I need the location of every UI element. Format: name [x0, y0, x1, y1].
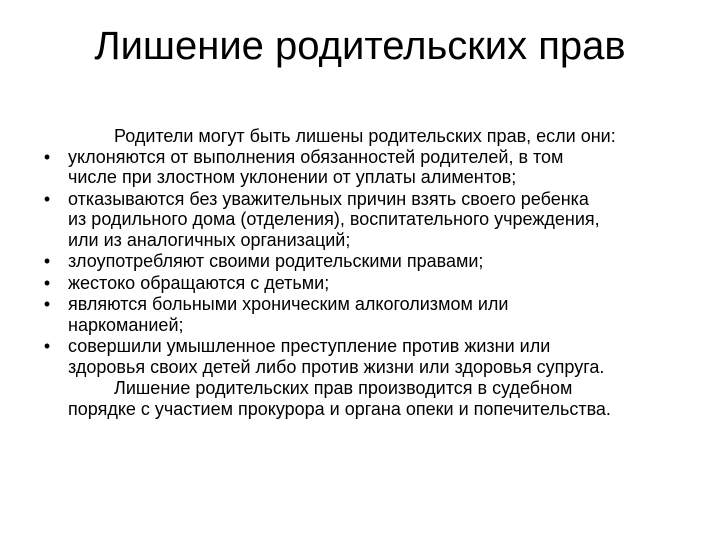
bullet-icon: •	[43, 188, 51, 209]
closing-line: порядке с участием прокурора и органа опеки и попечительства.	[68, 398, 611, 419]
bullet-line: из родильного дома (отделения), воспитательного учреждения,	[68, 209, 600, 229]
bullet-text	[68, 336, 720, 377]
bullet-line: наркоманией;	[68, 314, 184, 335]
bullet-line: являются больными хроническим алкоголизмом или	[68, 294, 509, 314]
bullet-text	[68, 294, 720, 335]
slide-body	[0, 126, 720, 419]
bullet-line: здоровья своих детей либо против жизни или здоровья супруга.	[68, 356, 605, 377]
bullet-line: числе при злостном уклонении от уплаты алиментов;	[68, 167, 517, 187]
bullet-icon: •	[43, 336, 51, 356]
closing-paragraph	[68, 378, 688, 419]
bullet-item-6	[0, 336, 720, 377]
bullet-line: или из аналогичных организаций;	[68, 229, 351, 250]
intro-paragraph: Родители могут быть лишены родительских прав, если они:	[114, 126, 616, 146]
bullet-line: уклоняются от выполнения обязанностей родителей, в том	[68, 146, 564, 167]
bullet-line: совершили умышленное преступление против жизни или	[68, 336, 551, 356]
bullet-text	[68, 251, 720, 272]
bullet-line: отказываются без уважительных причин взять своего ребенка	[68, 188, 589, 209]
bullet-icon: •	[43, 251, 51, 271]
bullet-item-1	[0, 147, 720, 188]
bullet-item-3	[0, 251, 720, 272]
bullet-icon: •	[43, 294, 51, 314]
bullet-text	[68, 189, 720, 251]
bullet-item-4	[0, 273, 720, 294]
bullet-text	[68, 147, 720, 188]
bullet-line: жестоко обращаются с детьми;	[68, 272, 330, 293]
bullet-item-5	[0, 294, 720, 335]
slide-title: Лишение родительских прав	[94, 24, 626, 68]
bullet-icon: •	[43, 272, 51, 293]
bullet-line: злоупотребляют своими родительскими правами;	[68, 251, 484, 271]
closing-line: Лишение родительских прав производится в судебном	[114, 378, 573, 398]
bullet-item-2	[0, 189, 720, 251]
bullet-list	[0, 147, 720, 378]
bullet-text	[68, 273, 720, 294]
bullet-icon: •	[43, 146, 51, 167]
